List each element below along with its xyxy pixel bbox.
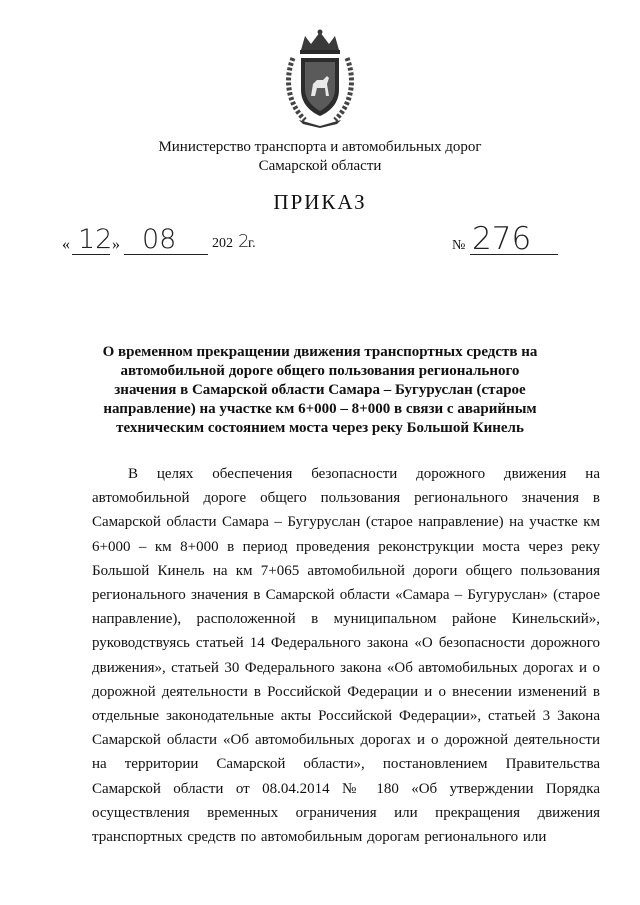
document-type-title: ПРИКАЗ [273,190,367,214]
order-day: 12 [78,224,113,255]
date-close-quote: » [112,236,120,253]
order-number-sign: № [452,238,466,253]
order-year-end: г. [248,236,256,251]
number-underline [470,254,558,255]
month-underline [124,254,208,255]
samara-coat-of-arms-icon [283,28,357,128]
order-date-number-row [0,222,640,262]
order-heading: О временном прекращении движения транспортных средств на автомобильной дороге общего пользования регионального значения в Самарской области Самара – Бугуруслан (старое направление) на участке км 6+000 – 8+000 в связи с аварийным техническим состоянием моста через реку Большой Кинель [102,344,538,436]
ministry-name-line1: Министерство транспорта и автомобильных дорог [158,139,482,155]
date-open-quote: « [62,236,70,253]
order-body-paragraph: В целях обеспечения безопасности дорожного движения на автомобильной дороге общего пользования регионального значения в Самарской области Самара – Бугуруслан (старое направление) на участке км 6+000 – км 8+000 в период проведения реконструкции моста через реку Большой Кинель на км 7+065 автомобильной дороги общего пользования регионального значения в Самарской области «Самара – Бугуруслан» (старое направление), расположенной в муниципальном районе Кинельский», руководствуясь статьей 14 Федерального закона «О безопасности дорожного движения», статьей 30 Федерального закона «Об автомобильных дорогах и о дорожной деятельности в Российской Федерации и о внесении изменений в отдельные законодательные акты Российской Федерации», статьей 3 Закона Самарской области «Об автомобильных дорогах и о дорожной деятельности на территории Самарской области», постановлением Правительства Самарской области от 08.04.2014 № 180 «Об утверждении Порядка осуществления временных ограничения или прекращения движения транспортных средств по автомобильным дорогам регионального или [92,466,600,846]
order-month: 08 [142,224,177,255]
ministry-name-line2: Самарской области [258,158,382,174]
order-number: 276 [472,221,532,257]
day-underline [72,254,110,255]
order-year-prefix: 202 [212,236,233,251]
order-year-suffix: 2 [238,231,250,252]
